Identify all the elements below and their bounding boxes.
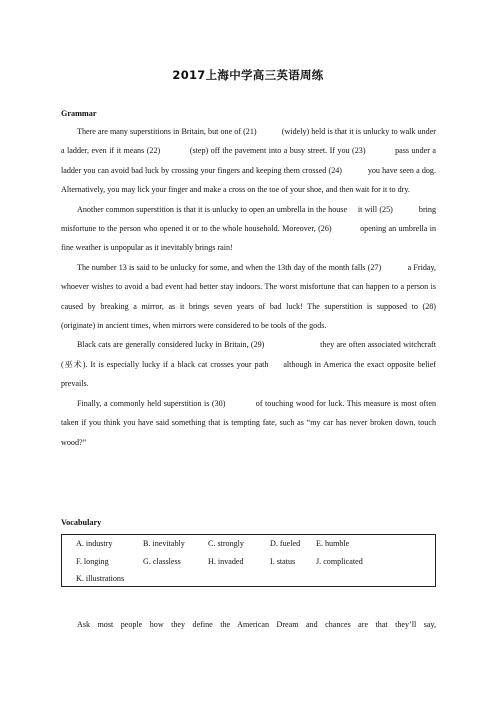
vocab-option: H. invaded bbox=[208, 557, 244, 566]
grammar-paragraph-3: The number 13 is said to be unlucky for some, and when the 13th day of the month falls (27) a Friday, whoever wishes to avoid a bad event had better stay indoors. The worst misfortune that can happen to a person is caused by breaking a mirror, as it brings seven years of bad luck! The superstition is supposed to (28) (originate) in ancient times, when mirrors were considered to be tools of the gods. bbox=[61, 262, 461, 331]
vocab-option: J. complicated bbox=[316, 557, 363, 566]
vocab-option: A. industry bbox=[76, 539, 113, 548]
grammar-paragraph-4: Black cats are generally considered lucky in Britain, (29) they are often associated witchcraft (巫术). It is especially lucky if a black cat crosses your path although in America the exact opposite belief prevails. bbox=[61, 340, 439, 389]
grammar-paragraph-5: Finally, a commonly held superstition is (30) of touching wood for luck. This measure is most often taken if you think you have said something that is tempting fate, such as “my car has never broken down, touch wood?” bbox=[61, 398, 439, 447]
vocabulary-row-3 bbox=[76, 574, 431, 588]
vocab-option: D. fueled bbox=[270, 539, 301, 548]
vocabulary-option-box bbox=[61, 534, 436, 587]
vocab-option: F. longing bbox=[76, 557, 109, 566]
vocab-option: K. illustrations bbox=[76, 574, 125, 583]
grammar-paragraph-1: There are many superstitions in Britain, but one of (21) (widely) held is that it is unlucky to walk under a ladder, even if it means (22) (step) off the pavement into a busy street. If you (23) pass under a ladder you can avoid bad luck by crossing your fingers and keeping them crossed (24) you have seen a dog. Alternatively, you may lick your finger and make a cross on the toe of your shoe, and then wait for it to dry. bbox=[61, 127, 439, 195]
grammar-passage bbox=[61, 122, 461, 452]
reading-passage-start: Ask most people how they define the American Dream and chances are that they’ll say, bbox=[77, 620, 436, 629]
grammar-heading: Grammar bbox=[61, 109, 97, 118]
vocab-option: E. humble bbox=[316, 539, 350, 548]
vocabulary-row-2 bbox=[76, 557, 431, 571]
vocabulary-heading: Vocabulary bbox=[61, 518, 102, 527]
page-title: 2017上海中学高三英语周练 bbox=[172, 68, 324, 82]
vocab-option: C. strongly bbox=[208, 539, 244, 548]
vocab-option: G. classless bbox=[143, 557, 181, 566]
vocab-option: B. inevitably bbox=[143, 539, 185, 548]
grammar-paragraph-2: Another common superstition is that it is unlucky to open an umbrella in the house it will (25) bring misfortune to the person who opened it or to the whole household. Moreover, (26) opening an umbrella in fine weather is unpopular as it inevitably brings rain! bbox=[61, 204, 439, 253]
vocabulary-row-1 bbox=[76, 539, 431, 553]
vocab-option: I. status bbox=[270, 557, 296, 566]
